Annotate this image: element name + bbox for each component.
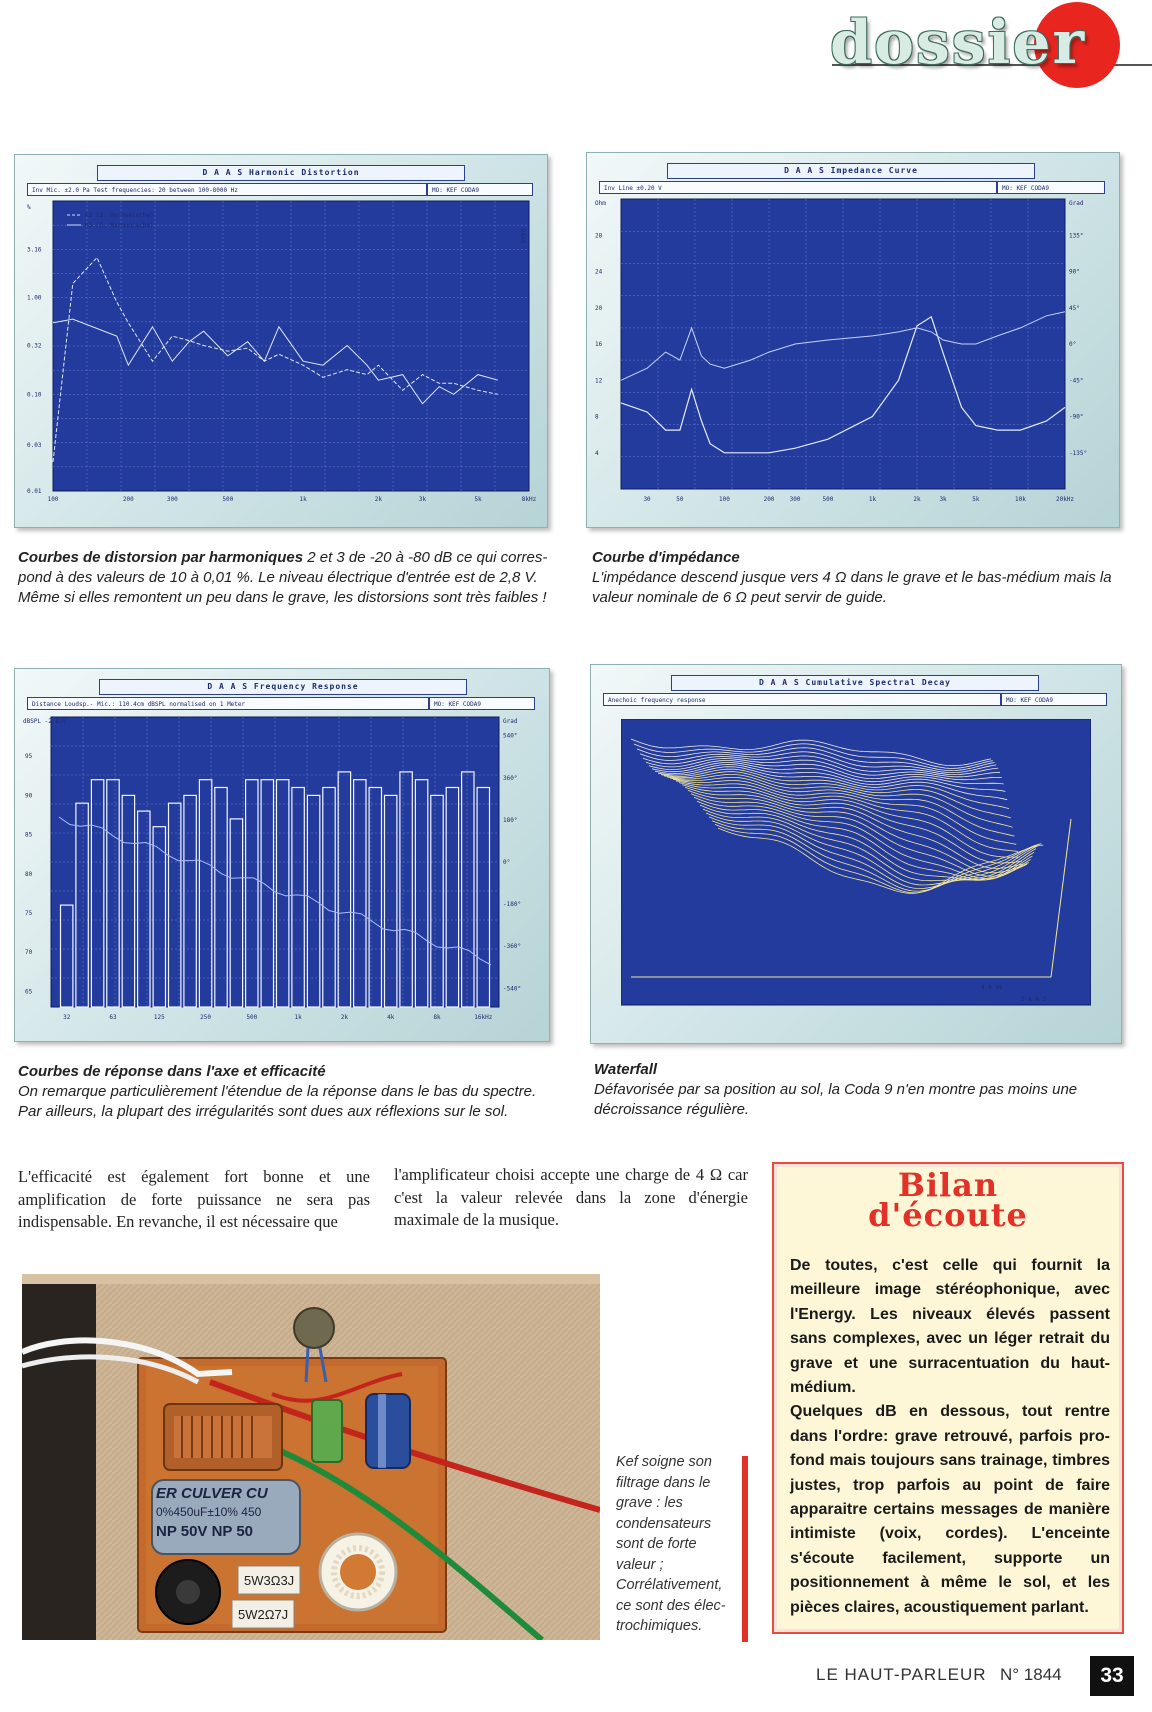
x-tick-label: 3k (939, 496, 947, 503)
caption-text: Défavorisée par sa position au sol, la Coda 9 n'en montre pas moins une (594, 1081, 1078, 1098)
frequency-response-plot (21, 713, 543, 1031)
caption-text: On remarque particulièrement l'étendue de la réponse dans le bas du spectre. (18, 1083, 537, 1100)
title-line-1: Bilan (897, 1166, 999, 1204)
x-tick-label: 5k (474, 496, 482, 503)
y-tick-label: 0.10 (27, 391, 42, 399)
x-tick-label: 32 (63, 1014, 71, 1021)
y2-tick-label: Grad (503, 718, 518, 725)
capacitor-label-value: 0%450uF±10% 450 (156, 1505, 262, 1519)
caption-impedance (592, 548, 1132, 608)
caption-text: L'impédance descend jusque vers 4 Ω dans le grave et le bas-médium mais la (592, 569, 1112, 586)
y2-tick-label: 180° (503, 816, 518, 824)
y-tick-label: 80 (25, 870, 33, 878)
y-tick-label: 28 (595, 232, 603, 240)
y2-tick-label: 360° (503, 774, 518, 782)
title-line-2: d'écoute (868, 1196, 1028, 1234)
graph-title: D A A S Harmonic Distortion (97, 165, 465, 181)
x-tick-label: 50 (676, 496, 684, 503)
y2-tick-label: 135° (1069, 232, 1084, 240)
caption-frequency-response (18, 1062, 578, 1122)
y2-tick-label: -180° (503, 901, 522, 909)
y-tick-label: 20 (595, 304, 603, 312)
y-tick-label: 24 (595, 268, 603, 276)
y-tick-label: 8 (595, 413, 599, 421)
x-tick-label: 30 (643, 496, 651, 503)
x-tick-label: 200 (122, 496, 134, 503)
x-tick-label: 100 (47, 496, 59, 503)
y2-tick-label: -45° (1069, 377, 1084, 385)
y-tick-label: 4 (595, 449, 599, 457)
issue-number: N° 1844 (1000, 1665, 1062, 1684)
x-tick-label: 1k (299, 496, 307, 503)
x-tick-label: 500 (246, 1014, 258, 1021)
waterfall-plot (621, 719, 1091, 1019)
x-tick-label: 5k (972, 496, 980, 503)
x-tick-label: 10k (1015, 496, 1026, 503)
y2-tick-label: Grad (1069, 200, 1084, 207)
graph-info: Distance Loudsp.- Mic.: 110.4cm dBSPL normalised on 1 Meter (27, 697, 429, 710)
y2-tick-label: 90° (1069, 268, 1080, 276)
caption-text: décroissance régulière. (594, 1101, 750, 1118)
resistor-label-1: 5W3Ω3J (244, 1573, 295, 1588)
x-tick-label: 500 (822, 496, 834, 503)
summary-paragraph-1: De toutes, c'est celle qui fournit la meilleure image stéréophonique, avec l'Energy. Les niveaux élevés passent sans complexes, avec un léger retrait du grave et une surracentuation du haut-médium. (790, 1257, 1110, 1397)
y-tick-label: 3.16 (27, 246, 42, 254)
graph-title: D A A S Frequency Response (99, 679, 467, 695)
x-tick-label: 2k (340, 1014, 349, 1021)
body-column-2: l'amplificateur choisi accepte une charge de 4 Ω car c'est la valeur relevée dans la zone d'énergie maximale de la musique. (394, 1165, 748, 1229)
y2-tick-label: -540° (503, 985, 522, 993)
x-tick-label: 300 (789, 496, 801, 503)
graph-info: Inv Line ±0.20 V (599, 181, 997, 194)
y-tick-label: 16 (595, 341, 603, 348)
time-unit: 4.0 ms (981, 984, 1003, 991)
x-tick-label: 4k (387, 1014, 395, 1021)
y2-tick-label: -360° (503, 943, 522, 951)
y2-tick-label: -90° (1069, 413, 1084, 421)
y2-tick-label: -135° (1069, 449, 1088, 457)
magazine-name: LE HAUT-PARLEUR (816, 1665, 987, 1684)
caption-title: Courbe d'impédance (592, 549, 740, 566)
x-tick-label: 63 (109, 1014, 117, 1021)
y-tick-label: 0.32 (27, 342, 42, 350)
page-number: 33 (1090, 1656, 1134, 1696)
x-tick-label: 8kHz (521, 496, 537, 503)
x-tick-label: 3k (418, 496, 427, 503)
graph-model: MO: KEF CODA9 (429, 697, 535, 710)
listening-summary-title (772, 1166, 1124, 1234)
caption-text: pond à des valeurs de 10 à 0,01 %. Le niveau électrique d'entrée est de 2,8 V. (18, 569, 538, 586)
caption-text: 2 et 3 de -20 à -80 dB ce qui corres- (303, 549, 548, 566)
caption-distortion (18, 548, 558, 608)
graph-model: MO: KEF CODA9 (427, 183, 533, 196)
x-tick-label: 300 (166, 496, 178, 503)
graph-title: D A A S Impedance Curve (667, 163, 1035, 179)
x-tick-label: 1k (294, 1014, 302, 1021)
y-tick-label: 0.03 (27, 441, 42, 449)
y-tick-label: 12 (595, 377, 603, 385)
side-label: DAAS (519, 229, 526, 244)
x-tick-label: 100 (719, 496, 730, 503)
body-column-1: L'efficacité est également fort bonne et une amplification de forte puissance ne sera pas indispensable. En revanche, il est nécessaire que (18, 1167, 370, 1231)
caption-title: Waterfall (594, 1061, 658, 1078)
y2-tick-label: 45° (1069, 304, 1080, 312)
caption-text: Par ailleurs, la plupart des irrégularités sont dues aux réflexions sur le sol. (18, 1103, 509, 1120)
section-title: dossier (830, 8, 1087, 78)
graph-info: Inv Mic. ±2.0 Pa Test frequencies: 20 between 100-8000 Hz (27, 183, 427, 196)
graph-model: MO: KEF CODA9 (1001, 693, 1107, 706)
impedance-plot (593, 197, 1113, 517)
caption-title: Courbes de réponse dans l'axe et efficacité (18, 1063, 326, 1080)
graph-info: Anechoic frequency response (603, 693, 1001, 706)
x-tick-label: 500 (222, 496, 234, 503)
caption-text: valeur nominale de 6 Ω peut servir de guide. (592, 589, 887, 606)
caption-accent-bar (742, 1456, 748, 1642)
x-tick-label: 16kHz (474, 1014, 493, 1021)
capacitor-label-brand: ER CULVER CU (156, 1485, 268, 1502)
y-tick-label: 70 (25, 949, 33, 957)
y-tick-label: 90 (25, 792, 33, 800)
y2-tick-label: 0° (503, 859, 511, 866)
y-tick-label: % (27, 204, 31, 211)
y2-tick-label: 0° (1069, 341, 1077, 348)
caption-waterfall (594, 1060, 1122, 1120)
summary-paragraph-2: Quelques dB en dessous, tout rentre dans l'ordre: grave retrouvé, parfois pro-fond mais toujours sans trainage, timbres justes, trop parfois au point de faire apparaitre certains messages de manière intimiste (voix, cordes). L'enceinte s'écoute facilement, supporte un positionnement à même le sol, et les pièces claires, acoustiquement parlant. (790, 1403, 1110, 1616)
graph-model: MO: KEF CODA9 (997, 181, 1105, 194)
waterfall-brand: D A A S (1021, 996, 1047, 1003)
caption-title: Courbes de distorsion par harmoniques (18, 549, 304, 566)
resistor-label-2: 5W2Ω7J (238, 1607, 289, 1622)
legend-k3: K3 (3. Harmonische) (85, 222, 154, 229)
x-tick-label: 2k (913, 496, 921, 503)
distortion-plot (25, 199, 541, 517)
y-tick-label: 85 (25, 831, 33, 839)
x-tick-label: 200 (763, 496, 775, 503)
x-tick-label: 20kHz (1055, 496, 1075, 503)
x-tick-label: 250 (200, 1014, 211, 1021)
caption-text: Même si elles remontent un peu dans le grave, les distorsions sont très faibles ! (18, 589, 547, 606)
legend-k2: K2 (2. Harmonische) (85, 212, 154, 219)
x-tick-label: 2k (374, 496, 383, 503)
listening-summary-text (790, 1254, 1110, 1620)
waterfall-window (590, 664, 1122, 1044)
impedance-graph-window (586, 152, 1120, 528)
y-tick-label: 1.00 (27, 294, 42, 302)
graph-title: D A A S Cumulative Spectral Decay (671, 675, 1039, 691)
y-tick-label: 0.01 (27, 488, 42, 495)
y-tick-label: 95 (25, 753, 33, 761)
capacitor-label-voltage: NP 50V NP 50 (156, 1523, 254, 1540)
x-tick-label: 1k (868, 496, 877, 503)
x-tick-label: 8k (433, 1014, 441, 1021)
y-tick-label: 65 (25, 988, 33, 996)
crossover-photo (22, 1274, 600, 1640)
distortion-graph-window (14, 154, 548, 528)
x-tick-label: 125 (153, 1014, 165, 1021)
photo-caption: Kef soigne son filtrage dans le grave : les condensateurs sont de forte valeur ; Corrélativement, ce sont des élec-trochimiques. (616, 1454, 726, 1634)
y-tick-label: Ohm (595, 200, 606, 207)
y2-tick-label: 540° (503, 732, 518, 740)
frequency-response-window (14, 668, 550, 1042)
y-axis-unit: dBSPL -2.83V (23, 718, 67, 725)
y-tick-label: 75 (25, 909, 33, 917)
